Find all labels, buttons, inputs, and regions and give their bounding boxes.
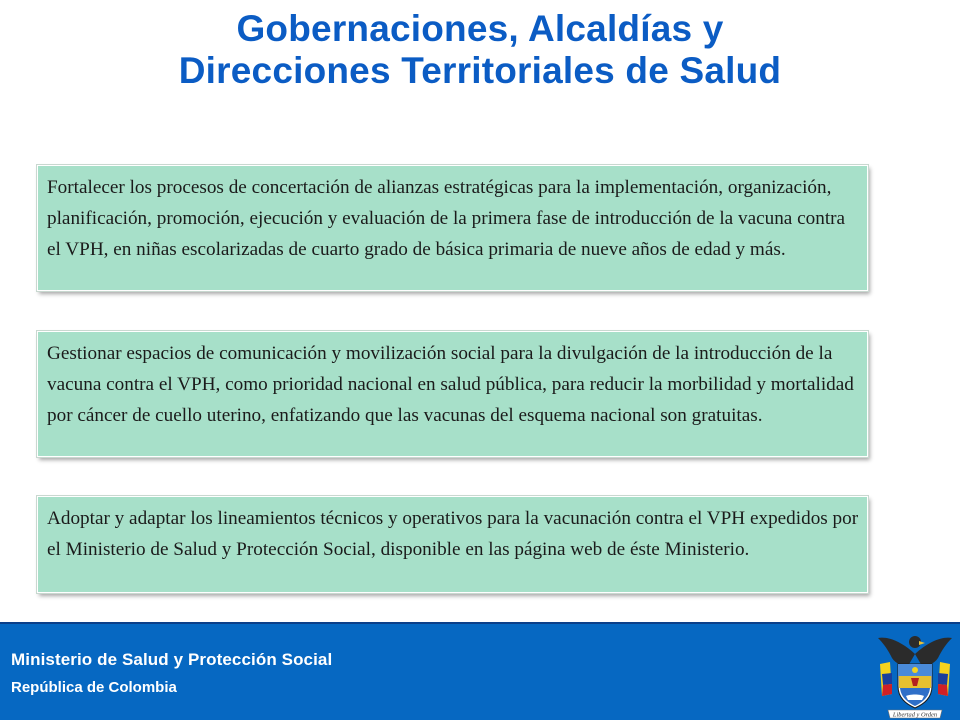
slide-title xyxy=(0,8,960,92)
slide-title-line-2: Direcciones Territoriales de Salud xyxy=(178,50,782,91)
footer-bar xyxy=(0,622,960,720)
slide-title-line-1: Gobernaciones, Alcaldías y xyxy=(236,8,724,49)
svg-text:Libertad y Orden: Libertad y Orden xyxy=(892,711,938,719)
text-box-communication: Gestionar espacios de comunicación y movilización social para la divulgación de la introducción de la vacuna contra el VPH, como prioridad nacional en salud pública, para reducir la morbilidad y mortalidad por cáncer de cuello uterino, enfatizando que las vacunas del esquema nacional son gratuitas. xyxy=(37,331,868,457)
text-box-alliances: Fortalecer los procesos de concertación de alianzas estratégicas para la implementación, organización, planificación, promoción, ejecución y evaluación de la primera fase de introducción de la vacuna contra el VPH, en niñas escolarizadas de cuarto grado de básica primaria de nueve años de edad y más. xyxy=(37,165,868,291)
footer-ministry-name: Ministerio de Salud y Protección Social xyxy=(11,650,333,669)
text-box-guidelines: Adoptar y adaptar los lineamientos técnicos y operativos para la vacunación contra el VPH expedidos por el Ministerio de Salud y Protección Social, disponible en las página web de éste Ministerio. xyxy=(37,496,868,593)
coat-of-arms-icon xyxy=(870,624,960,720)
footer-country-name: República de Colombia xyxy=(11,679,177,696)
